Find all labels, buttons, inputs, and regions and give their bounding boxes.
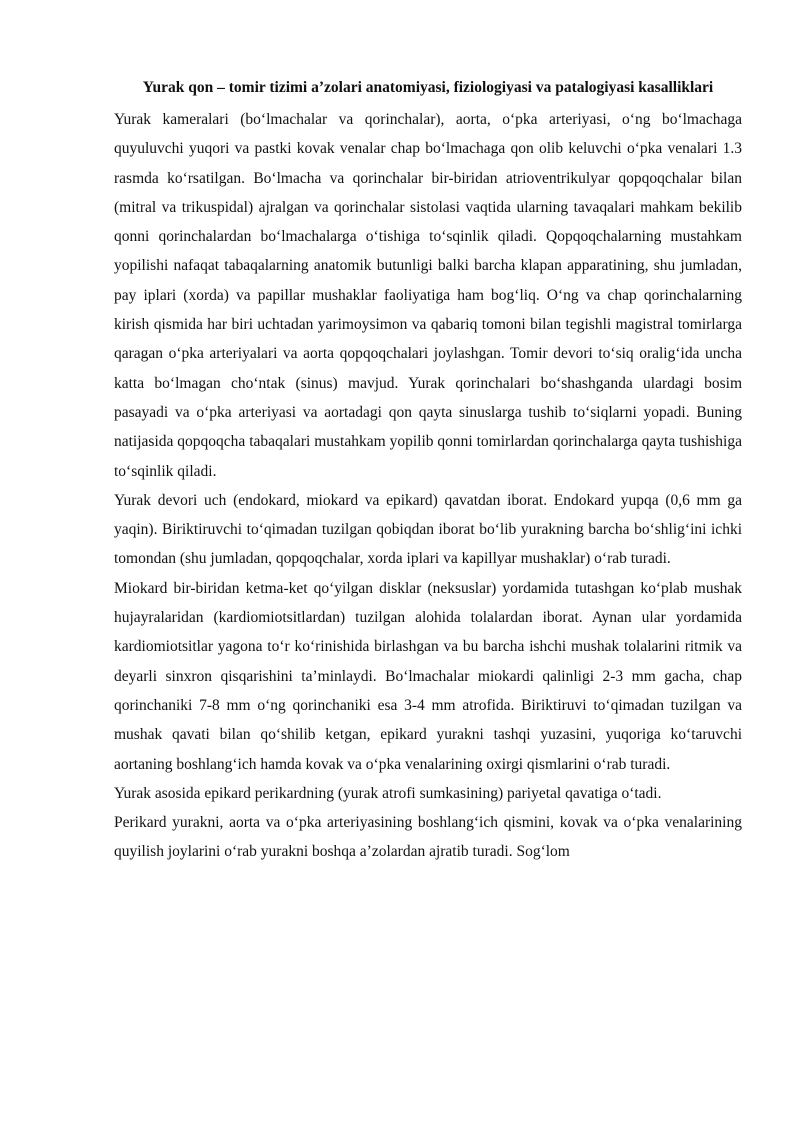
paragraph-myocardium: Miokard bir-biridan ketma-ket qo‘yilgan disklar (neksuslar) yordamida tutashgan ko‘plab mushak hujayralaridan (kardiomiotsitlardan) tuzilgan alohida tolalardan iborat. Aynan ular yordamida kardiomiotsitlar yagona to‘r ko‘rinishida birlashgan va bu barcha ishchi mushak tolalarini ritmik va deyarli sinxron qisqarishini ta’minlaydi. Bo‘lmachalar miokardi qalinligi 2-3 mm gacha, chap qorinchaniki 7-8 mm o‘ng qorinchaniki esa 3-4 mm atrofida. Biriktiruvi to‘qimadan tuzilgan va mushak qavati bilan qo‘shilib ketgan, epikard yurakni tashqi yuzasini, yuqoriga ko‘taruvchi aortaning boshlang‘ich hamda kovak va o‘pka venalarining oxirgi qismlarini o‘rab turadi. [114, 579, 742, 773]
paragraph-pericardium: Perikard yurakni, aorta va o‘pka arteriyasining boshlang‘ich qismini, kovak va o‘pka venalarining quyilish joylarini o‘rab yurakni boshqa a’zolardan ajratib turadi. Sog‘lom [114, 814, 742, 861]
paragraph-heart-chambers: Yurak kameralari (bo‘lmachalar va qorinchalar), aorta, o‘pka arteriyasi, o‘ng bo‘lmachaga quyuluvchi yuqori va pastki kovak venalar chap bo‘lmachaga qon olib keluvchi o‘pka venalari 1.3 rasmda ko‘rsatilgan. Bo‘lmacha va qorinchalar bir-biridan atrioventrikulyar qopqoqchalar bilan (mitral va trikuspidal) ajralgan va qorinchalar sistolasi vaqtida ularning tavaqalari mahkam bekilib qonni qorinchalardan bo‘lmachalarga o‘tishiga to‘sqinlik qiladi. Qopqoqchalarning mustahkam yopilishi nafaqat tabaqalarning anatomik butunligi balki barcha klapan apparatining, shu jumladan, pay iplari (xorda) va papillar mushaklar faoliyatiga ham bog‘liq. O‘ng va chap qorinchalarning kirish qismida har biri uchtadan yarimoysimon va qabariq tomoni bilan tegishli magistral tomirlarga qaragan o‘pka arteriyalari va aorta qopqoqchalari joylashgan. Tomir devori to‘siq oralig‘ida uncha katta bo‘lmagan cho‘ntak (sinus) mavjud. Yurak qorinchalari bo‘shashganda ulardagi bosim pasayadi va o‘pka arteriyasi va aortadagi qon qayta sinuslarga tushib to‘siqlarni yopadi. Buning natijasida qopqoqcha tabaqalari mustahkam yopilib qonni tomirlardan qorinchalarga qayta tushishiga to‘sqinlik qiladi. [114, 111, 742, 480]
document-page [114, 73, 742, 867]
paragraph-heart-wall: Yurak devori uch (endokard, miokard va epikard) qavatdan iborat. Endokard yupqa (0,6 mm ga yaqin). Biriktiruvchi to‘qimadan tuzilgan qobiqdan iborat bo‘lib yurakning barcha bo‘shlig‘ini ichki tomondan (shu jumladan, qopqoqchalar, xorda iplari va kapillyar mushaklar) o‘rab turadi. [114, 491, 742, 568]
document-title: Yurak qon – tomir tizimi a’zolari anatomiyasi, fiziologiyasi va patalogiyasi kasalliklari [142, 79, 714, 96]
paragraph-epicardium: Yurak asosida epikard perikardning (yurak atrofi sumkasining) pariyetal qavatiga o‘tadi. [114, 784, 662, 802]
